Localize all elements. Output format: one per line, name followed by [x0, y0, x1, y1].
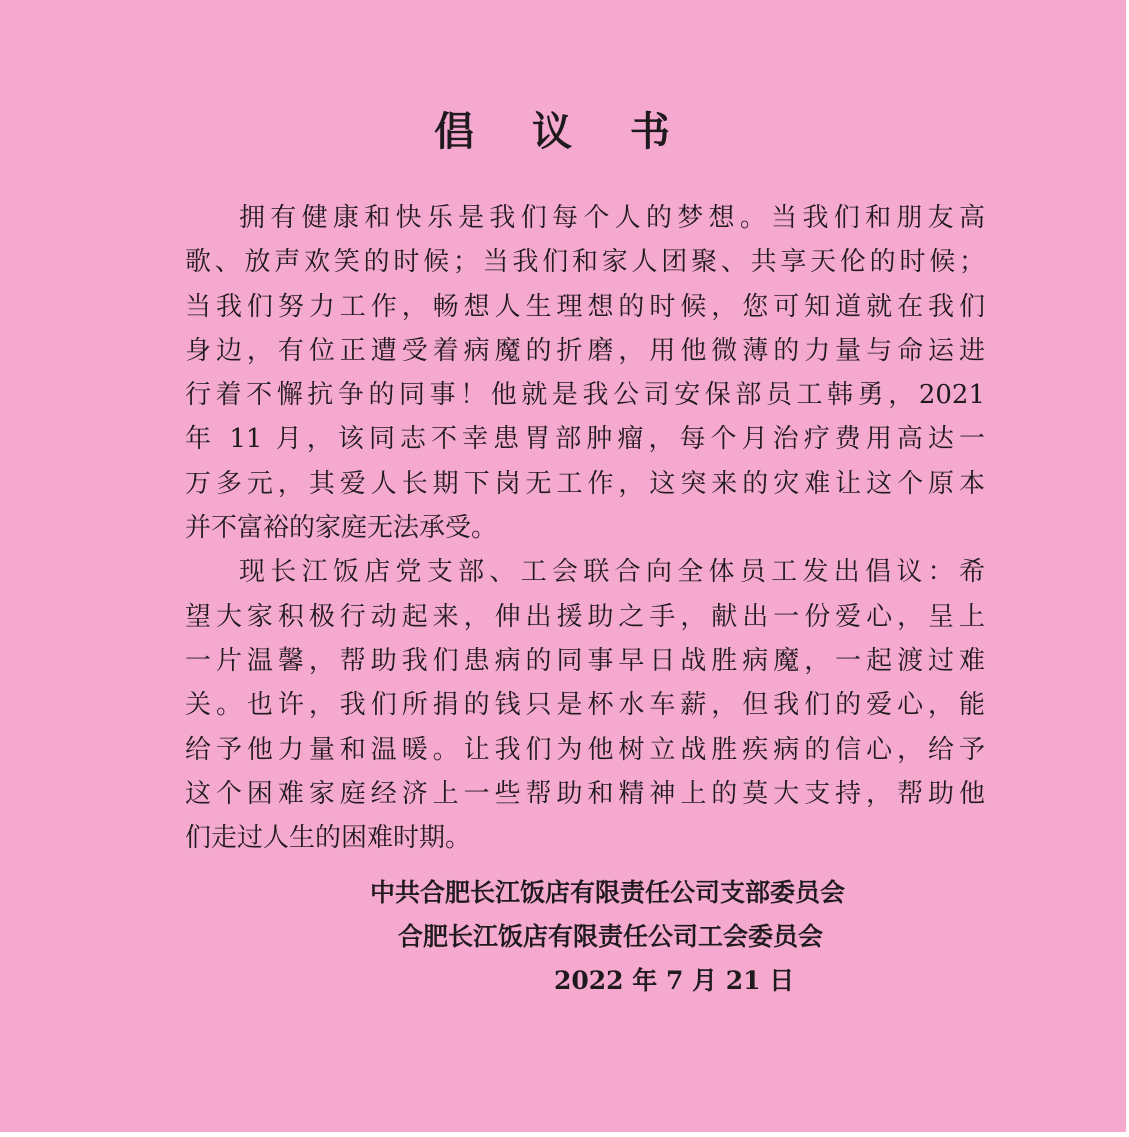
- paragraph-2-line: 望大家积极行动起来，伸出援助之手，献出一份爱心，呈上: [185, 601, 985, 632]
- document-title: 倡 议 书: [434, 108, 692, 155]
- paragraph-2-line: 这个困难家庭经济上一些帮助和精神上的莫大支持，帮助他: [185, 778, 985, 809]
- paragraph-2-line: 现长江饭店党支部、工会联合向全体员工发出倡议：希: [239, 557, 985, 588]
- paragraph-1-line: 歌、放声欢笑的时候；当我们和家人团聚、共享天伦的时候；: [185, 247, 985, 278]
- paragraph-1-line: 年 11 月，该同志不幸患胃部肿瘤，每个月治疗费用高达一: [185, 424, 985, 455]
- paragraph-2-line: 们走过人生的困难时期。: [185, 823, 472, 854]
- paragraph-1-line: 行着不懈抗争的同事！他就是我公司安保部员工韩勇，2021: [185, 380, 985, 411]
- signature-party-branch: 中共合肥长江饭店有限责任公司支部委员会: [370, 878, 846, 907]
- paragraph-1-line: 万多元，其爱人长期下岗无工作，这突来的灾难让这个原本: [185, 468, 985, 499]
- paragraph-2-line: 关。也许，我们所捐的钱只是杯水车薪，但我们的爱心，能: [185, 690, 985, 721]
- paragraph-1-line: 身边，有位正遭受着病魔的折磨，用他微薄的力量与命运进: [185, 335, 985, 366]
- paragraph-1-line: 拥有健康和快乐是我们每个人的梦想。当我们和朋友高: [239, 203, 985, 233]
- signature-date: 2022 年 7 月 21 日: [554, 966, 795, 995]
- paragraph-1-line: 并不富裕的家庭无法承受。: [185, 513, 498, 544]
- paragraph-1-line: 当我们努力工作，畅想人生理想的时候，您可知道就在我们: [185, 291, 985, 322]
- paragraph-2-line: 一片温馨，帮助我们患病的同事早日战胜病魔，一起渡过难: [185, 645, 985, 676]
- paragraph-2-line: 给予他力量和温暖。让我们为他树立战胜疾病的信心，给予: [185, 734, 985, 765]
- document-body: [185, 196, 985, 860]
- signature-labor-union: 合肥长江饭店有限责任公司工会委员会: [398, 922, 824, 951]
